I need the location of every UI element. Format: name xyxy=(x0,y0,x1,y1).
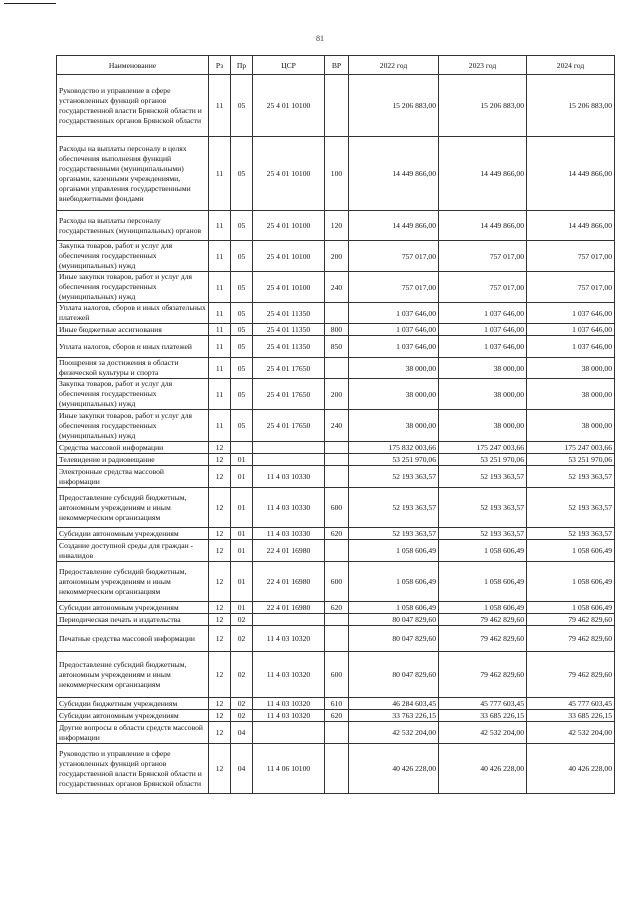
cell-pr: 01 xyxy=(231,528,253,540)
cell-y2023: 79 462 829,60 xyxy=(439,652,527,698)
cell-pr: 01 xyxy=(231,466,253,488)
cell-rz: 11 xyxy=(209,379,231,410)
cell-name: Средства массовой информации xyxy=(57,442,209,454)
cell-y2024: 15 206 883,00 xyxy=(527,75,615,137)
cell-pr: 01 xyxy=(231,540,253,562)
cell-name: Иные бюджетные ассигнования xyxy=(57,324,209,336)
cell-y2024: 1 037 646,00 xyxy=(527,336,615,358)
cell-y2023: 53 251 970,06 xyxy=(439,454,527,466)
cell-vr xyxy=(325,75,349,137)
cell-rz: 12 xyxy=(209,722,231,744)
table-row xyxy=(57,358,615,379)
cell-y2022: 38 000,00 xyxy=(349,379,439,410)
cell-y2024: 42 532 204,00 xyxy=(527,722,615,744)
cell-y2023: 40 426 228,00 xyxy=(439,744,527,794)
cell-y2024: 45 777 603,45 xyxy=(527,698,615,710)
top-rule-mark xyxy=(4,3,56,4)
cell-rz: 12 xyxy=(209,652,231,698)
cell-y2022: 175 832 003,66 xyxy=(349,442,439,454)
cell-name: Иные закупки товаров, работ и услуг для обеспечения государственных (муниципальных) нужд xyxy=(57,410,209,442)
header-vr: ВР xyxy=(325,56,349,75)
cell-vr: 600 xyxy=(325,488,349,528)
cell-pr: 05 xyxy=(231,211,253,241)
cell-pr: 05 xyxy=(231,137,253,211)
cell-y2022: 757 017,00 xyxy=(349,241,439,272)
cell-pr: 04 xyxy=(231,722,253,744)
cell-pr: 05 xyxy=(231,241,253,272)
cell-vr: 600 xyxy=(325,652,349,698)
cell-vr: 620 xyxy=(325,528,349,540)
cell-name: Субсидии автономным учреждениям xyxy=(57,710,209,722)
cell-y2024: 33 685 226,15 xyxy=(527,710,615,722)
table-row xyxy=(57,75,615,137)
cell-name: Уплата налогов, сборов и иных платежей xyxy=(57,336,209,358)
header-rz: Рз xyxy=(209,56,231,75)
cell-rz: 11 xyxy=(209,241,231,272)
table-row xyxy=(57,540,615,562)
cell-y2024: 79 462 829,60 xyxy=(527,614,615,626)
cell-rz: 12 xyxy=(209,562,231,602)
cell-rz: 12 xyxy=(209,454,231,466)
header-2022: 2022 год xyxy=(349,56,439,75)
cell-y2024: 757 017,00 xyxy=(527,241,615,272)
cell-name: Предоставление субсидий бюджетным, автономным учреждениям и иным некоммерческим организациям xyxy=(57,488,209,528)
cell-vr: 600 xyxy=(325,562,349,602)
cell-y2023: 1 058 606,49 xyxy=(439,562,527,602)
table-row xyxy=(57,241,615,272)
cell-y2022: 80 047 829,60 xyxy=(349,652,439,698)
cell-rz: 12 xyxy=(209,442,231,454)
table-row xyxy=(57,562,615,602)
table-row xyxy=(57,303,615,324)
cell-vr: 200 xyxy=(325,241,349,272)
cell-y2024: 38 000,00 xyxy=(527,410,615,442)
cell-rz: 11 xyxy=(209,324,231,336)
cell-name: Руководство и управление в сфере установленных функций органов государственной власти Брянской области и государственных органов Брянской области xyxy=(57,75,209,137)
cell-y2023: 1 037 646,00 xyxy=(439,303,527,324)
cell-pr: 02 xyxy=(231,652,253,698)
header-name: Наименование xyxy=(57,56,209,75)
cell-name: Электронные средства массовой информации xyxy=(57,466,209,488)
cell-vr: 120 xyxy=(325,211,349,241)
cell-y2023: 79 462 829,60 xyxy=(439,626,527,652)
cell-pr xyxy=(231,442,253,454)
cell-rz: 11 xyxy=(209,358,231,379)
cell-rz: 12 xyxy=(209,626,231,652)
table-row xyxy=(57,466,615,488)
cell-name: Поощрения за достижения в области физической культуры и спорта xyxy=(57,358,209,379)
cell-name: Телевидение и радиовещание xyxy=(57,454,209,466)
cell-y2022: 52 193 363,57 xyxy=(349,528,439,540)
cell-pr: 02 xyxy=(231,626,253,652)
cell-csr xyxy=(253,614,325,626)
budget-table xyxy=(56,55,615,794)
cell-pr: 02 xyxy=(231,698,253,710)
cell-rz: 11 xyxy=(209,303,231,324)
cell-y2023: 52 193 363,57 xyxy=(439,466,527,488)
cell-pr: 05 xyxy=(231,303,253,324)
cell-rz: 11 xyxy=(209,336,231,358)
cell-csr: 25 4 01 10100 xyxy=(253,75,325,137)
cell-y2023: 79 462 829,60 xyxy=(439,614,527,626)
cell-vr: 620 xyxy=(325,710,349,722)
cell-y2024: 52 193 363,57 xyxy=(527,466,615,488)
table-row xyxy=(57,336,615,358)
cell-vr xyxy=(325,722,349,744)
cell-csr: 11 4 03 10320 xyxy=(253,652,325,698)
cell-y2022: 46 284 603,45 xyxy=(349,698,439,710)
cell-name: Другие вопросы в области средств массовой информации xyxy=(57,722,209,744)
cell-rz: 12 xyxy=(209,540,231,562)
table-row xyxy=(57,652,615,698)
cell-csr: 25 4 01 10100 xyxy=(253,272,325,303)
cell-y2022: 1 058 606,49 xyxy=(349,562,439,602)
cell-vr xyxy=(325,466,349,488)
cell-rz: 12 xyxy=(209,466,231,488)
cell-csr: 11 4 03 10330 xyxy=(253,466,325,488)
table-row xyxy=(57,272,615,303)
cell-rz: 11 xyxy=(209,410,231,442)
cell-y2024: 757 017,00 xyxy=(527,272,615,303)
cell-y2022: 757 017,00 xyxy=(349,272,439,303)
table-row xyxy=(57,614,615,626)
cell-pr: 01 xyxy=(231,454,253,466)
cell-csr: 11 4 03 10320 xyxy=(253,698,325,710)
cell-csr xyxy=(253,722,325,744)
cell-rz: 12 xyxy=(209,698,231,710)
cell-csr: 25 4 01 10100 xyxy=(253,241,325,272)
cell-name: Уплата налогов, сборов и иных обязательных платежей xyxy=(57,303,209,324)
cell-rz: 11 xyxy=(209,137,231,211)
cell-pr: 01 xyxy=(231,602,253,614)
cell-pr: 05 xyxy=(231,272,253,303)
cell-y2024: 1 058 606,49 xyxy=(527,602,615,614)
cell-name: Предоставление субсидий бюджетным, автономным учреждениям и иным некоммерческим организациям xyxy=(57,652,209,698)
header-2023: 2023 год xyxy=(439,56,527,75)
cell-y2023: 175 247 003,66 xyxy=(439,442,527,454)
cell-y2023: 38 000,00 xyxy=(439,358,527,379)
cell-rz: 11 xyxy=(209,211,231,241)
cell-rz: 11 xyxy=(209,75,231,137)
cell-csr: 22 4 01 16980 xyxy=(253,540,325,562)
cell-y2024: 53 251 970,06 xyxy=(527,454,615,466)
cell-y2022: 80 047 829,60 xyxy=(349,626,439,652)
cell-name: Субсидии бюджетным учреждениям xyxy=(57,698,209,710)
cell-pr: 01 xyxy=(231,562,253,602)
cell-csr xyxy=(253,454,325,466)
cell-csr: 11 4 03 10320 xyxy=(253,710,325,722)
cell-y2024: 1 058 606,49 xyxy=(527,562,615,602)
table-row xyxy=(57,710,615,722)
cell-y2023: 38 000,00 xyxy=(439,410,527,442)
cell-name: Расходы на выплаты персоналу в целях обеспечения выполнения функций государственными (муниципальными) органами, казенными учреждениями, органами управления государственными внебюджетными фондами xyxy=(57,137,209,211)
cell-y2022: 1 037 646,00 xyxy=(349,336,439,358)
cell-csr: 11 4 03 10330 xyxy=(253,488,325,528)
cell-y2022: 42 532 204,00 xyxy=(349,722,439,744)
cell-vr xyxy=(325,626,349,652)
cell-y2022: 80 047 829,60 xyxy=(349,614,439,626)
cell-csr: 11 4 06 10100 xyxy=(253,744,325,794)
cell-y2024: 79 462 829,60 xyxy=(527,652,615,698)
table-row xyxy=(57,410,615,442)
cell-vr xyxy=(325,358,349,379)
cell-y2022: 52 193 363,57 xyxy=(349,466,439,488)
cell-y2024: 1 037 646,00 xyxy=(527,303,615,324)
cell-rz: 12 xyxy=(209,602,231,614)
page-number: 81 xyxy=(316,34,324,43)
cell-vr xyxy=(325,454,349,466)
table-row xyxy=(57,454,615,466)
cell-y2022: 1 037 646,00 xyxy=(349,303,439,324)
cell-y2023: 52 193 363,57 xyxy=(439,488,527,528)
cell-vr: 200 xyxy=(325,379,349,410)
cell-csr: 25 4 01 17650 xyxy=(253,379,325,410)
cell-y2023: 1 037 646,00 xyxy=(439,336,527,358)
cell-y2022: 38 000,00 xyxy=(349,410,439,442)
cell-y2022: 14 449 866,00 xyxy=(349,137,439,211)
cell-y2022: 14 449 866,00 xyxy=(349,211,439,241)
cell-y2023: 15 206 883,00 xyxy=(439,75,527,137)
cell-csr: 11 4 03 10320 xyxy=(253,626,325,652)
cell-vr xyxy=(325,614,349,626)
cell-vr xyxy=(325,744,349,794)
cell-pr: 05 xyxy=(231,336,253,358)
cell-pr: 02 xyxy=(231,614,253,626)
cell-y2024: 175 247 003,66 xyxy=(527,442,615,454)
cell-y2024: 14 449 866,00 xyxy=(527,137,615,211)
cell-rz: 12 xyxy=(209,488,231,528)
cell-name: Субсидии автономным учреждениям xyxy=(57,528,209,540)
cell-y2023: 757 017,00 xyxy=(439,272,527,303)
cell-y2022: 52 193 363,57 xyxy=(349,488,439,528)
cell-csr: 25 4 01 17650 xyxy=(253,358,325,379)
table-row xyxy=(57,379,615,410)
cell-pr: 02 xyxy=(231,710,253,722)
cell-vr: 620 xyxy=(325,602,349,614)
cell-y2024: 52 193 363,57 xyxy=(527,528,615,540)
cell-pr: 05 xyxy=(231,324,253,336)
cell-y2023: 1 058 606,49 xyxy=(439,602,527,614)
cell-y2024: 79 462 829,60 xyxy=(527,626,615,652)
table-row xyxy=(57,626,615,652)
cell-vr: 240 xyxy=(325,272,349,303)
table-row xyxy=(57,137,615,211)
cell-csr: 25 4 01 17650 xyxy=(253,410,325,442)
cell-vr xyxy=(325,540,349,562)
cell-rz: 12 xyxy=(209,528,231,540)
cell-csr: 25 4 01 10100 xyxy=(253,211,325,241)
cell-y2023: 14 449 866,00 xyxy=(439,211,527,241)
table-body xyxy=(57,75,615,794)
cell-csr: 25 4 01 11350 xyxy=(253,324,325,336)
cell-name: Предоставление субсидий бюджетным, автономным учреждениям и иным некоммерческим организациям xyxy=(57,562,209,602)
cell-y2022: 40 426 228,00 xyxy=(349,744,439,794)
cell-name: Иные закупки товаров, работ и услуг для обеспечения государственных (муниципальных) нужд xyxy=(57,272,209,303)
cell-name: Расходы на выплаты персоналу государственных (муниципальных) органов xyxy=(57,211,209,241)
cell-y2023: 1 058 606,49 xyxy=(439,540,527,562)
cell-pr: 05 xyxy=(231,379,253,410)
cell-csr: 11 4 03 10330 xyxy=(253,528,325,540)
table-row xyxy=(57,602,615,614)
cell-csr: 25 4 01 11350 xyxy=(253,303,325,324)
table-row xyxy=(57,488,615,528)
table-row xyxy=(57,698,615,710)
cell-y2024: 1 058 606,49 xyxy=(527,540,615,562)
cell-name: Периодическая печать и издательства xyxy=(57,614,209,626)
cell-y2022: 53 251 970,06 xyxy=(349,454,439,466)
cell-csr: 22 4 01 16980 xyxy=(253,562,325,602)
cell-pr: 05 xyxy=(231,410,253,442)
table-row xyxy=(57,324,615,336)
cell-rz: 11 xyxy=(209,272,231,303)
header-pr: Пр xyxy=(231,56,253,75)
cell-csr: 25 4 01 10100 xyxy=(253,137,325,211)
cell-csr: 22 4 01 16980 xyxy=(253,602,325,614)
table-row xyxy=(57,528,615,540)
cell-pr: 05 xyxy=(231,75,253,137)
cell-rz: 12 xyxy=(209,710,231,722)
cell-name: Печатные средства массовой информации xyxy=(57,626,209,652)
cell-y2023: 52 193 363,57 xyxy=(439,528,527,540)
cell-y2022: 1 037 646,00 xyxy=(349,324,439,336)
cell-name: Закупка товаров, работ и услуг для обеспечения государственных (муниципальных) нужд xyxy=(57,379,209,410)
cell-name: Закупка товаров, работ и услуг для обеспечения государственных (муниципальных) нужд xyxy=(57,241,209,272)
cell-vr: 610 xyxy=(325,698,349,710)
cell-rz: 12 xyxy=(209,744,231,794)
cell-y2022: 38 000,00 xyxy=(349,358,439,379)
cell-rz: 12 xyxy=(209,614,231,626)
table-row xyxy=(57,211,615,241)
cell-pr: 05 xyxy=(231,358,253,379)
cell-csr: 25 4 01 11350 xyxy=(253,336,325,358)
header-2024: 2024 год xyxy=(527,56,615,75)
cell-y2023: 33 685 226,15 xyxy=(439,710,527,722)
cell-y2023: 38 000,00 xyxy=(439,379,527,410)
cell-y2024: 38 000,00 xyxy=(527,379,615,410)
cell-y2023: 757 017,00 xyxy=(439,241,527,272)
cell-vr: 100 xyxy=(325,137,349,211)
cell-y2023: 1 037 646,00 xyxy=(439,324,527,336)
cell-y2024: 38 000,00 xyxy=(527,358,615,379)
cell-name: Создание доступной среды для граждан - инвалидов xyxy=(57,540,209,562)
table-row xyxy=(57,442,615,454)
cell-y2022: 33 763 226,15 xyxy=(349,710,439,722)
cell-y2022: 1 058 606,49 xyxy=(349,602,439,614)
cell-y2023: 42 532 204,00 xyxy=(439,722,527,744)
cell-name: Руководство и управление в сфере установленных функций органов государственной власти Брянской области и государственных органов Брянской области xyxy=(57,744,209,794)
cell-vr: 800 xyxy=(325,324,349,336)
header-csr: ЦСР xyxy=(253,56,325,75)
cell-name: Субсидии автономным учреждениям xyxy=(57,602,209,614)
cell-y2023: 14 449 866,00 xyxy=(439,137,527,211)
cell-y2023: 45 777 603,45 xyxy=(439,698,527,710)
cell-pr: 04 xyxy=(231,744,253,794)
cell-csr xyxy=(253,442,325,454)
cell-y2024: 40 426 228,00 xyxy=(527,744,615,794)
table-row xyxy=(57,744,615,794)
table-row xyxy=(57,722,615,744)
cell-vr xyxy=(325,303,349,324)
cell-vr: 240 xyxy=(325,410,349,442)
cell-vr: 850 xyxy=(325,336,349,358)
cell-pr: 01 xyxy=(231,488,253,528)
table-header-row xyxy=(57,56,615,75)
cell-y2024: 52 193 363,57 xyxy=(527,488,615,528)
cell-y2024: 14 449 866,00 xyxy=(527,211,615,241)
cell-y2022: 1 058 606,49 xyxy=(349,540,439,562)
cell-vr xyxy=(325,442,349,454)
cell-y2022: 15 206 883,00 xyxy=(349,75,439,137)
cell-y2024: 1 037 646,00 xyxy=(527,324,615,336)
